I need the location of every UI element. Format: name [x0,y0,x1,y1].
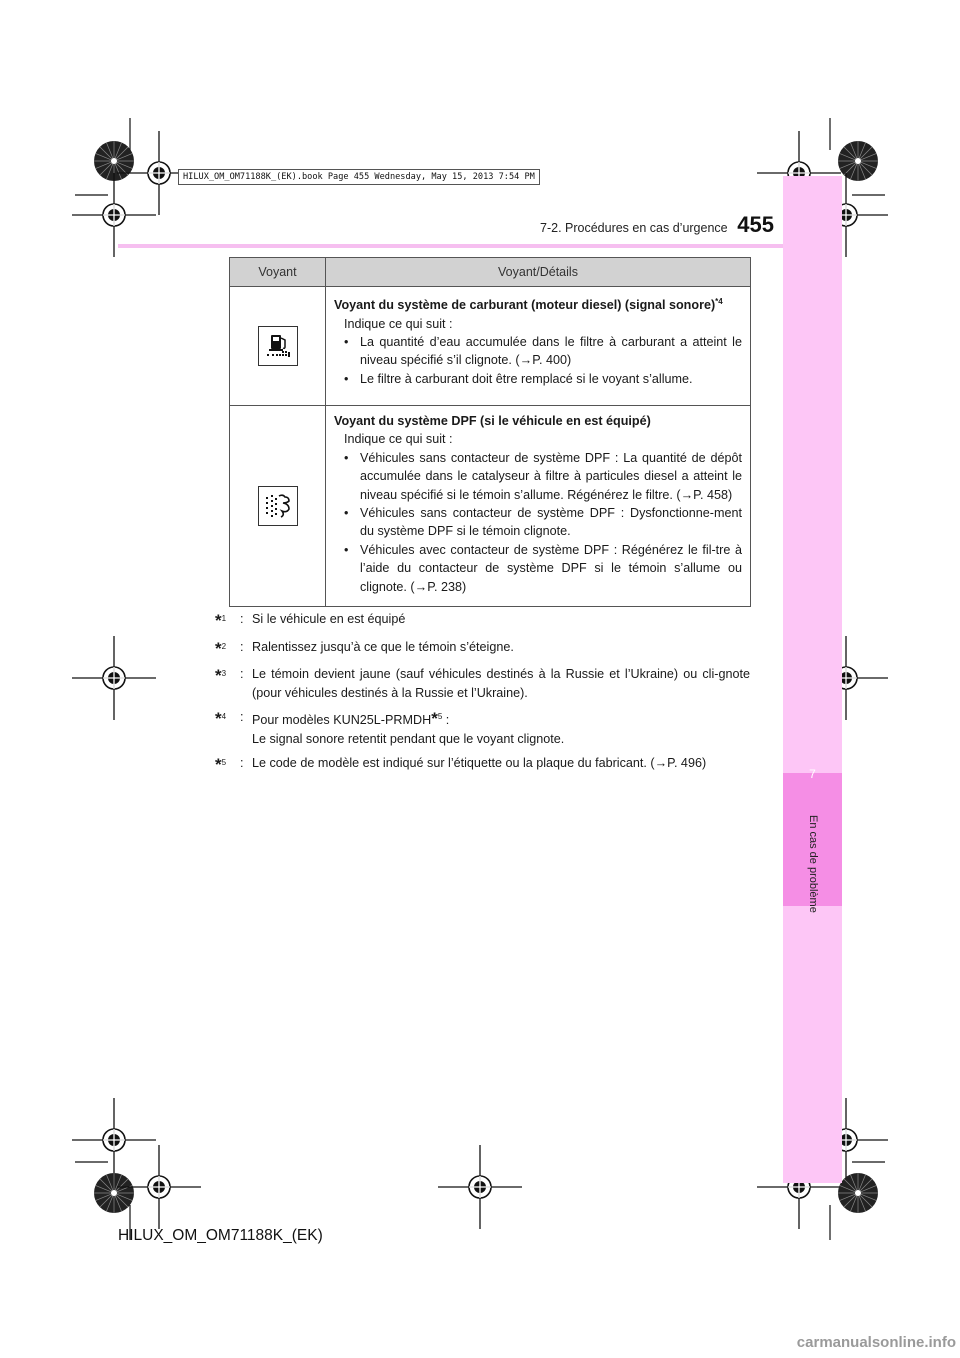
footnote-text: Si le véhicule en est équipé [252,612,406,626]
fuel-filter-water-icon [258,326,298,366]
table-header [230,258,750,287]
dpf-system-icon [258,486,298,526]
row-title-dpf: Voyant du système DPF (si le véhicule en est équipé) [334,414,651,428]
page-number: 455 [737,212,774,237]
column-header-voyant: Voyant [230,258,326,286]
table-row [230,406,750,606]
details-cell [326,406,750,606]
list-item: • Véhicules sans contacteur de système DPF : La quantité de dépôt accumulée dans le catalyseur à filtre à particules diesel a atteint le niveau spécifié si le témoin s’allume. Régénérez le filtre. (→P. 458) [334,449,742,504]
header-rule [118,244,783,248]
bullet-text: La quantité d’eau accumulée dans le filtre à carburant a atteint le niveau spécifié s’il clignote. (→P. 400) [360,335,742,368]
icon-cell [230,287,326,405]
row-title-text: Voyant du système de carburant (moteur diesel) (signal sonore) [334,298,716,313]
icon-cell [230,406,326,606]
footnote-text: Le code de modèle est indiqué sur l’étiquette ou la plaque du fabricant. (→P. 496) [252,756,707,770]
list-item: • La quantité d’eau accumulée dans le filtre à carburant a atteint le niveau spécifié s’il clignote. (→P. 400) [334,333,742,370]
bullet-text: Véhicules sans contacteur de système DPF : La quantité de dépôt accumulée dans le catalyseur à filtre à particules diesel a atteint le niveau spécifié si le témoin s’allume. Régénérez le filtre. (→P. 458) [360,450,742,502]
bullet-text: Véhicules avec contacteur de système DPF : Régénérez le fil-tre à l’aide du contacteur de système DPF si le témoin s’allume ou clignote. (→P. 238) [360,542,742,594]
footnote-mark: 4 [221,712,227,721]
chapter-label: En cas de problème [807,815,819,913]
row-intro: Indique ce qui suit : [344,432,453,447]
footnote-mark: 3 [221,669,227,679]
footnote: *$^1$ : Si le véhicule en est équipé [215,610,750,632]
row-intro: Indique ce qui suit : [344,316,453,331]
warning-lights-table [229,257,751,607]
footnote-mark: 1 [221,614,227,623]
list-item: • Véhicules sans contacteur de système DPF : Dysfonctionne-ment du système DPF si le témoin clignote. [334,504,742,541]
list-item: • Véhicules avec contacteur de système DPF : Régénérez le fil-tre à l’aide du contacteur de système DPF si le témoin s’allume ou clignote. (→P. 238) [334,541,742,596]
table-row [230,287,750,406]
footnote: *$^2$ : Ralentissez jusqu’à ce que le témoin s’éteigne. [215,638,750,660]
details-cell [326,287,750,405]
footnote-ref: 5 [437,712,443,721]
footnote-text-b: : [442,713,450,728]
footnote-mark: 2 [221,641,227,651]
footnote-mark: 5 [221,758,227,767]
footnote: *$^5$ : Le code de modèle est indiqué sur l’étiquette ou la plaque du fabricant. (→P. 496) [215,754,750,776]
chapter-side-strip [783,176,842,1183]
footnotes [215,610,750,782]
footnote-text-a: Pour modèles KUN25L-PRMDH [252,713,432,728]
footnote: *$^3$ : Le témoin devient jaune (sauf véhicules destinés à la Russie et l’Ukraine) ou cli-gnote (pour véhicules destinés à la Russie et l’Ukraine). [215,665,750,702]
document-id: HILUX_OM_OM71188K_(EK) [118,1227,323,1244]
footnote-text: Pour modèles KUN25L-PRMDH*$^5$ : Le signal sonore retentit pendant que le voyant clignote. [252,709,565,746]
chapter-number: 7 [809,767,816,781]
list-item: • Le filtre à carburant doit être remplacé si le voyant s’allume. [334,370,742,388]
footnote-text: Ralentissez jusqu’à ce que le témoin s’éteigne. [252,639,514,654]
bullet-text: Le filtre à carburant doit être remplacé si le voyant s’allume. [360,371,693,386]
title-note: *4 [715,297,723,306]
footnote-text: Le témoin devient jaune (sauf véhicules destinés à la Russie et l’Ukraine) ou cli-gnote (pour véhicules destinés à la Russie et l’Ukraine). [252,667,750,700]
print-slug: HILUX_OM_OM71188K_(EK).book Page 455 Wednesday, May 15, 2013 7:54 PM [178,169,540,185]
bullet-text: Véhicules sans contacteur de système DPF : Dysfonctionne-ment du système DPF si le témoin clignote. [360,506,742,539]
footnote-line2: Le signal sonore retentit pendant que le voyant clignote. [252,731,565,746]
row-title-fuel [334,293,742,315]
column-header-details: Voyant/Détails [498,265,578,279]
section-title: 7-2. Procédures en cas d’urgence [540,221,728,235]
watermark[interactable]: carmanualsonline.info [796,1334,956,1351]
footnote: *$^4$ : Pour modèles KUN25L-PRMDH*$^5$ : Le signal sonore retentit pendant que le voyant clignote. [215,708,750,748]
